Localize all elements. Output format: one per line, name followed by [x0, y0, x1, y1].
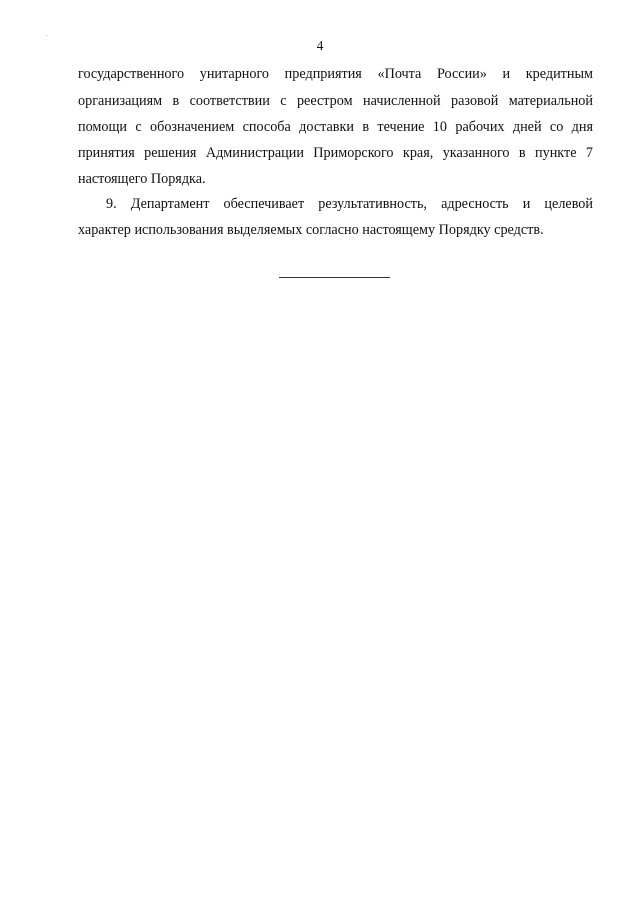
paragraph-line: помощи с обозначением способа доставки в течение 10 рабочих дней со дня — [78, 119, 593, 135]
paragraph-line: организациям в соответствии с реестром начисленной разовой материальной — [78, 93, 593, 109]
end-of-document-rule — [279, 277, 390, 278]
page-number: 4 — [316, 38, 324, 53]
paragraph-line: настоящего Порядка. — [78, 171, 206, 187]
paragraph-9-first-line: 9. Департамент обеспечивает результативность, адресность и целевой — [106, 196, 593, 212]
paragraph-line: государственного унитарного предприятия «Почта России» и кредитным — [78, 66, 593, 82]
scan-artifact — [46, 35, 47, 36]
paragraph-line: принятия решения Администрации Приморского края, указанного в пункте 7 — [78, 145, 593, 161]
paragraph-line: характер использования выделяемых согласно настоящему Порядку средств. — [78, 222, 544, 238]
